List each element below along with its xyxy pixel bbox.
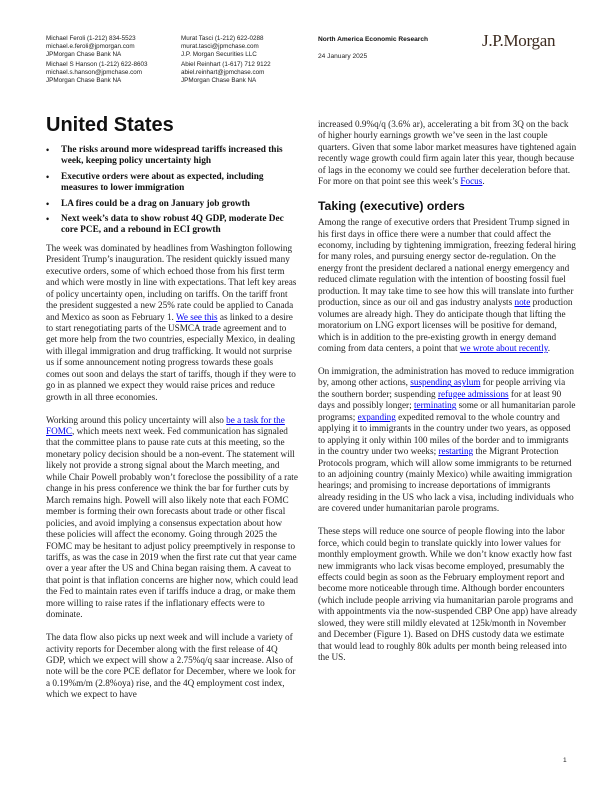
contact-reinhart (181, 61, 301, 85)
paragraph-data-flow: The data flow also picks up next week and will include a variety of activity reports for December along with the first release of 4Q GDP, which we expect will show a 2.75%q/q saar increase. Also of note will be the core PCE deflator for December, where we look for a 0.19%m/m (2.8%oya) rise, and the 4Q employment cost index, which we expect to have (46, 632, 296, 700)
contact-entity: J.P. Morgan Securities LLC (181, 51, 257, 59)
paragraph-immigration (318, 366, 578, 515)
contact-entity: JPMorgan Chase Bank NA (46, 77, 122, 85)
link-wrote-about-recently[interactable]: we wrote about recently (459, 343, 548, 354)
text: On immigration, the administration has moved to reduce immigration by, among other actions, (318, 365, 574, 388)
section-heading: Taking (executive) orders (318, 199, 465, 214)
text: production volumes are already high. They do anticipate though that lifting the moratorium on LNG export licenses will be positive for demand, which is in addition to the pre-existing growth in energy demand coming from data centers, a point that (318, 297, 573, 354)
key-points-list (46, 145, 298, 237)
text: Among the range of executive orders that President Trump signed in his first days in office there were a number that could affect the economy, including by tightening immigration, freezing federal hiring for many roles, and pursuing energy sector de-regulation. On the energy front the president declared a national energy emergency and reduced climate regulation with the intention of boosting fossil fuel production. It may take time to see how this will translate into further production, since as our oil and gas industry analysts (318, 217, 576, 308)
contact-name-phone: Michael S Hanson (1-212) 622-8603 (46, 61, 148, 69)
text: increased 0.9%q/q (3.6% ar), accelerating a bit from 3Q on the back of higher hourly earnings growth we’ve seen in the last couple quarters. Given that some labor market measures have tightened again recently wage growth could firm again later this year, though because of lags in the economy we could see further deceleration before that. For more on that point see this week’s (318, 119, 577, 187)
report-info (318, 35, 428, 61)
contact-name-phone: Michael Feroli (1-212) 834-5523 (46, 35, 136, 42)
text: The week was dominated by headlines from Washington following President Trump’s inauguration. The resident quickly issued many executive orders, some of which echoed those from his first term and which were mostly in line with expectations. That left key areas of policy uncertainty open, including on tariffs. On the tariff front the president suggested a new 25% rate could be applied to Canada and Mexico as soon as February 1. (46, 242, 297, 322)
paragraph-tariffs (46, 243, 298, 403)
page-number: 1 (563, 757, 567, 764)
link-refugee-admissions[interactable]: refugee admissions (437, 388, 509, 399)
contact-email[interactable]: murat.tasci@jpmchase.com (181, 43, 259, 51)
contact-email[interactable]: michael.e.feroli@jpmorgan.com (46, 43, 135, 51)
text: . (482, 176, 485, 187)
contact-hanson (46, 61, 176, 85)
paragraph-labor-force: These steps will reduce one source of people flowing into the labor force, which could begin to translate quickly into lower values for monthly employment growth. While we don’t know exactly how fast new immigrants who lack visas become employed, presumably the effects could begin as soon as the February employment report and become more noticeable through time. Although border encounters (which include people arriving via humanitarian parole programs and with appointments via the now-suspended CBP One app) have already slowed, they were still mildly elevated at 125k/month in November and December (Figure 1). Based on DHS custody data we estimate that would lead to roughly 80k adults per month being released into the US. (318, 526, 578, 663)
link-expanding[interactable]: expanding (357, 411, 396, 422)
contact-entity: JPMorgan Chase Bank NA (46, 51, 122, 59)
key-point: • Executive orders were about as expected, including measures to lower immigration (46, 172, 298, 195)
contact-email[interactable]: michael.s.hanson@jpmchase.com (46, 69, 142, 77)
jpmorgan-logo: J.P.Morgan (482, 31, 556, 50)
page-header (46, 31, 586, 95)
link-terminating[interactable]: terminating (413, 400, 457, 411)
key-point: • Next week’s data to show robust 4Q GDP, moderate Dec core PCE, and a rebound in ECI growth (46, 214, 298, 237)
link-we-see-this[interactable]: We see this (175, 311, 218, 322)
paragraph-eci (318, 119, 578, 188)
text: Working around this policy uncertainty will also (46, 414, 227, 425)
text: for people arriving via the southern border; suspending (318, 377, 566, 399)
contact-tasci (181, 35, 301, 59)
text: the Migrant Protection Protocols program, which will allow some immigrants to be returned to an adjoining country (mainly Mexico) while awaiting immigration hearings; and promising to increase deportations of immigrants already residing in the US who lack a visa, including individuals who are covered under humanitarian parole programs. (318, 446, 574, 514)
contacts-column-1 (46, 35, 176, 88)
report-series: North America Economic Research (318, 36, 429, 43)
text: as linked to a desire to start renegotiating parts of the USMCA trade agreement and to get more help from the two countries, especially Mexico, in dealing with illegal immigration and drug trafficking. It would not surprise us if some announcement noting progress towards these goals comes out soon and delays the start of tariffs, though if they were to go in as planned we expect they would raise prices and reduce growth in all three economies. (46, 311, 296, 402)
contact-entity: JPMorgan Chase Bank NA (181, 77, 257, 85)
link-focus[interactable]: Focus (460, 176, 483, 187)
contacts-column-2 (181, 35, 301, 88)
contact-name-phone: Abiel Reinhart (1-617) 712 9122 (181, 61, 271, 69)
report-date: 24 January 2025 (318, 53, 368, 60)
link-note[interactable]: note (514, 297, 531, 308)
paragraph-fomc (46, 415, 298, 621)
text: some or all humanitarian parole programs; (318, 400, 576, 422)
contact-name-phone: Murat Tasci (1-212) 622-0288 (181, 35, 264, 42)
link-suspending-asylum[interactable]: suspending asylum (410, 377, 481, 388)
paragraph-energy (318, 217, 578, 354)
page-title: United States (46, 114, 174, 136)
link-restarting[interactable]: restarting (438, 446, 474, 457)
text: . (547, 343, 551, 354)
key-point: • LA fires could be a drag on January job growth (46, 199, 298, 210)
contact-feroli (46, 35, 176, 59)
text: for at least 90 days and possibly longer; (318, 388, 562, 411)
right-column (318, 119, 578, 675)
contact-email[interactable]: abiel.reinhart@jpmchase.com (181, 69, 265, 77)
left-column (46, 113, 298, 712)
key-point: • The risks around more widespread tariffs increased this week, keeping policy uncertainty high (46, 145, 298, 168)
text: expedited removal to the whole country and applying it to immigrants in the country under two years, as opposed to applying it only within 100 miles of the border and to immigrants in the country under two weeks; (318, 411, 571, 457)
text: , which meets next week. Fed communication has signaled that the committee plans to pause rate cuts at this meeting, so the monetary policy decision should be a non-event. The statement will likely not provide a strong signal about the March meeting, and while Chair Powell probably won’t foreclose the possibility of a rate change in his press conference we think the bar for further cuts by March remains high. Powell will also likely note that each FOMC member is forming their own forecasts about trade or other fiscal policies, and avoid implying a consensus expectation about how these policies will affect the economy. Going through 2025 the FOMC may be hesitant to adjust policy preemptively in response to tariffs, as was the case in 2019 when the first rate cut that year came over a year after the US and China began raising them. A caveat to that point is that inflation concerns are higher now, which could lead the Fed to maintain rates even if tariffs induce a drag, or make them more willing to raise rates if the inflationary effects were to dominate. (46, 426, 298, 620)
link-fomc-task[interactable]: be a task for the FOMC (46, 414, 285, 437)
